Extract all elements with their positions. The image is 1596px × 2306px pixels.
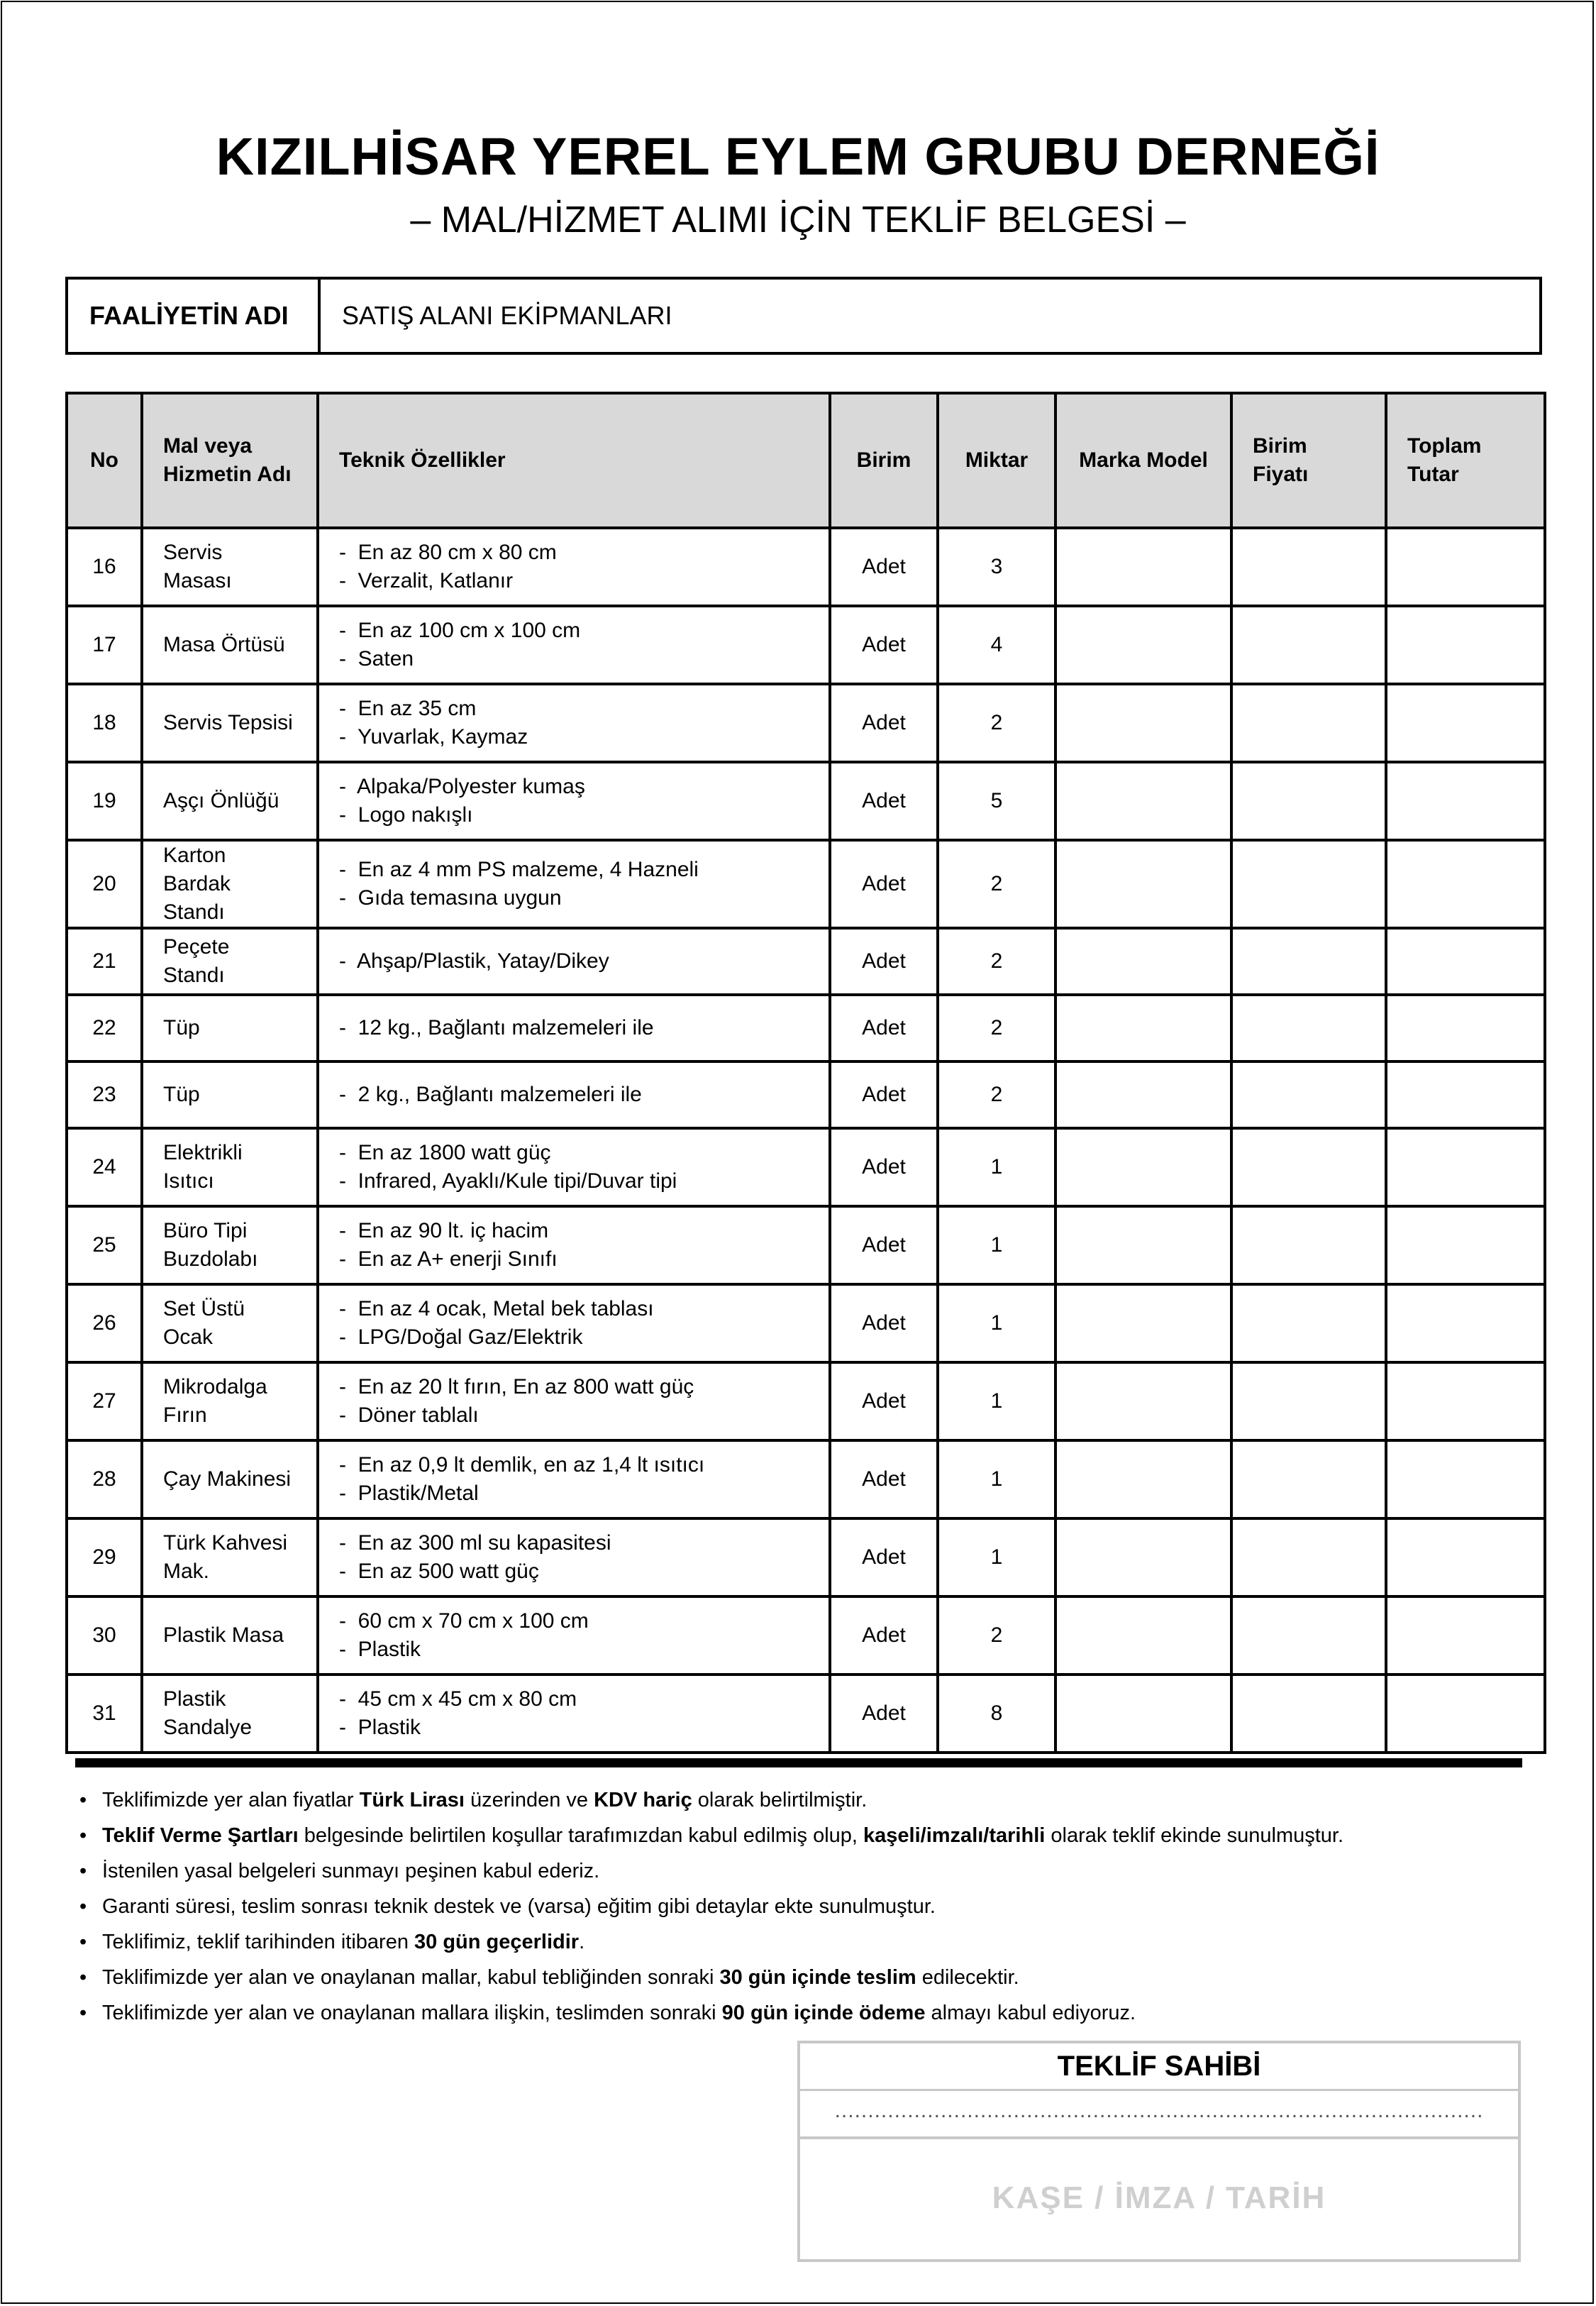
terms-list [79,1782,1541,2031]
terms-text: Teklifimizde yer alan fiyatlar [102,1789,360,1811]
cell-qty: 8 [938,1675,1055,1753]
cell-specs [318,840,830,928]
cell-unit-price[interactable] [1231,684,1386,762]
cell-no: 21 [67,928,142,995]
spec-line: - En az A+ enerji Sınıfı [339,1245,809,1274]
spec-line: - Infrared, Ayaklı/Kule tipi/Duvar tipi [339,1167,809,1196]
item-name-line: Tüp [163,1083,200,1106]
cell-unit: Adet [830,840,938,928]
cell-qty: 5 [938,762,1055,840]
cell-total[interactable] [1386,995,1545,1061]
spec-line: - En az 20 lt fırın, En az 800 watt güç [339,1373,809,1401]
spec-line: - 60 cm x 70 cm x 100 cm [339,1607,809,1635]
header-unit: Birim [830,393,938,528]
table-row [67,995,1545,1061]
item-name-line: Masa Örtüsü [163,633,285,656]
terms-emphasis: kaşeli/imzalı/tarihli [863,1824,1046,1847]
item-name-line: Karton [163,844,226,867]
item-name-line: Türk Kahvesi [163,1531,288,1555]
cell-unit-price[interactable] [1231,528,1386,606]
activity-value: SATIŞ ALANI EKİPMANLARI [342,301,672,330]
item-name-line: Plastik [163,1687,226,1711]
cell-brand-model[interactable] [1055,840,1231,928]
cell-specs [318,1061,830,1128]
table-row [67,928,1545,995]
terms-text: . [579,1931,585,1953]
cell-item-name [142,684,318,762]
cell-specs [318,1596,830,1675]
cell-specs [318,1206,830,1284]
cell-total[interactable] [1386,1518,1545,1596]
cell-unit: Adet [830,606,938,684]
cell-qty: 1 [938,1440,1055,1518]
spec-line: - Döner tablalı [339,1401,809,1430]
terms-emphasis: Teklif Verme Şartları [102,1824,299,1847]
spec-line: - 12 kg., Bağlantı malzemeleri ile [339,1014,809,1042]
cell-total[interactable] [1386,928,1545,995]
cell-unit: Adet [830,528,938,606]
table-row [67,762,1545,840]
cell-item-name [142,1206,318,1284]
cell-unit-price[interactable] [1231,1206,1386,1284]
spec-line: - En az 35 cm [339,695,809,723]
terms-item [79,1818,1541,1853]
table-header-row [67,393,1545,528]
header-total-line1: Toplam [1407,434,1482,458]
spec-line: - Ahşap/Plastik, Yatay/Dikey [339,947,809,976]
cell-item-name [142,1362,318,1440]
cell-brand-model[interactable] [1055,684,1231,762]
spec-line: - Verzalit, Katlanır [339,567,809,595]
cell-unit-price[interactable] [1231,1596,1386,1675]
cell-specs [318,762,830,840]
cell-item-name [142,1596,318,1675]
cell-qty: 2 [938,840,1055,928]
section-divider [75,1758,1522,1767]
cell-total[interactable] [1386,762,1545,840]
item-name-line: Tüp [163,1016,200,1039]
cell-specs [318,606,830,684]
cell-unit: Adet [830,1284,938,1362]
cell-item-name [142,1675,318,1753]
cell-unit: Adet [830,995,938,1061]
header-brand-model: Marka Model [1055,393,1231,528]
cell-unit: Adet [830,1128,938,1206]
cell-item-name [142,762,318,840]
terms-emphasis: 30 gün içinde teslim [719,1966,916,1989]
item-name-line: Çay Makinesi [163,1467,292,1491]
page-subtitle: – MAL/HİZMET ALIMI İÇİN TEKLİF BELGESİ – [410,199,1186,241]
cell-brand-model[interactable] [1055,1440,1231,1518]
table-row [67,1362,1545,1440]
cell-unit-price[interactable] [1231,1675,1386,1753]
cell-total[interactable] [1386,1061,1545,1128]
terms-item [79,1924,1541,1960]
cell-unit: Adet [830,1440,938,1518]
spec-line: - En az 300 ml su kapasitesi [339,1529,809,1557]
table-row [67,684,1545,762]
cell-specs [318,528,830,606]
terms-emphasis: Türk Lirası [359,1789,465,1811]
table-row [67,1128,1545,1206]
cell-no: 25 [67,1206,142,1284]
cell-no: 23 [67,1061,142,1128]
table-row [67,1596,1545,1675]
cell-specs [318,1675,830,1753]
cell-total[interactable] [1386,1675,1545,1753]
spec-line: - En az 1800 watt güç [339,1139,809,1167]
spec-line: - En az 80 cm x 80 cm [339,539,809,567]
table-row [67,1518,1545,1596]
cell-total[interactable] [1386,840,1545,928]
header-unit-price-line2: Fiyatı [1253,463,1309,486]
item-name-line: Isıtıcı [163,1169,214,1193]
signature-name-line[interactable]: .................................................................................................. [800,2091,1518,2139]
cell-no: 30 [67,1596,142,1675]
table-row [67,1675,1545,1753]
terms-text: Teklifimiz, teklif tarihinden itibaren [102,1931,415,1953]
cell-brand-model[interactable] [1055,1128,1231,1206]
cell-no: 27 [67,1362,142,1440]
cell-brand-model[interactable] [1055,928,1231,995]
spec-line: - Plastik [339,1714,809,1742]
cell-item-name [142,1518,318,1596]
terms-text: edilecektir. [916,1966,1019,1989]
header-unit-price [1231,393,1386,528]
cell-unit-price[interactable] [1231,1362,1386,1440]
terms-text: üzerinden ve [464,1789,594,1811]
cell-total[interactable] [1386,1284,1545,1362]
header-item-name [142,393,318,528]
item-name-line: Mikrodalga [163,1375,267,1399]
spec-line: - Yuvarlak, Kaymaz [339,723,809,751]
cell-unit-price[interactable] [1231,1284,1386,1362]
cell-unit: Adet [830,1362,938,1440]
cell-total[interactable] [1386,1440,1545,1518]
spec-line: - Plastik [339,1635,809,1664]
item-name-line: Bardak Standı [163,872,231,924]
cell-qty: 2 [938,684,1055,762]
header-item-name-line2: Hizmetin Adı [163,463,292,486]
spec-line: - En az 0,9 lt demlik, en az 1,4 lt ısıtıcı [339,1451,809,1479]
cell-qty: 2 [938,928,1055,995]
terms-item [79,1889,1541,1924]
terms-item [79,1782,1541,1818]
cell-item-name [142,995,318,1061]
cell-total[interactable] [1386,1128,1545,1206]
cell-qty: 4 [938,606,1055,684]
item-name-line: Aşçı Önlüğü [163,789,279,812]
spec-line: - Plastik/Metal [339,1479,809,1508]
spec-line: - Saten [339,645,809,673]
table-row [67,606,1545,684]
item-name-line: Fırın [163,1403,207,1427]
cell-specs [318,684,830,762]
terms-text: Teklifimizde yer alan ve onaylanan mallara ilişkin, teslimden sonraki [102,2002,722,2024]
spec-line: - LPG/Doğal Gaz/Elektrik [339,1323,809,1352]
cell-unit-price[interactable] [1231,840,1386,928]
spec-line: - En az 500 watt güç [339,1557,809,1586]
cell-no: 20 [67,840,142,928]
cell-total[interactable] [1386,684,1545,762]
spec-line: - 45 cm x 45 cm x 80 cm [339,1685,809,1714]
cell-specs [318,995,830,1061]
cell-brand-model[interactable] [1055,995,1231,1061]
header-unit-price-line1: Birim [1253,434,1307,458]
items-table [65,392,1546,1754]
cell-no: 24 [67,1128,142,1206]
cell-unit: Adet [830,762,938,840]
cell-unit: Adet [830,1675,938,1753]
cell-no: 28 [67,1440,142,1518]
item-name-line: Set Üstü Ocak [163,1297,245,1349]
cell-total[interactable] [1386,1596,1545,1675]
cell-qty: 2 [938,995,1055,1061]
cell-brand-model[interactable] [1055,1061,1231,1128]
header-item-name-line1: Mal veya [163,434,253,458]
header-qty: Miktar [938,393,1055,528]
cell-brand-model[interactable] [1055,1675,1231,1753]
terms-text: belgesinde belirtilen koşullar tarafımızdan kabul edilmiş olup, [298,1824,864,1847]
cell-item-name [142,606,318,684]
terms-item [79,1960,1541,1995]
spec-line: - Alpaka/Polyester kumaş [339,773,809,801]
cell-unit-price[interactable] [1231,606,1386,684]
spec-line: - En az 90 lt. iç hacim [339,1217,809,1245]
cell-unit-price[interactable] [1231,1518,1386,1596]
cell-qty: 2 [938,1596,1055,1675]
cell-unit: Adet [830,1596,938,1675]
cell-no: 29 [67,1518,142,1596]
spec-line: - 2 kg., Bağlantı malzemeleri ile [339,1081,809,1109]
spec-line: - Gıda temasına uygun [339,884,809,912]
cell-qty: 1 [938,1284,1055,1362]
cell-specs [318,1518,830,1596]
terms-text: olarak belirtilmiştir. [692,1789,868,1811]
terms-emphasis: 90 gün içinde ödeme [721,2002,926,2024]
cell-total[interactable] [1386,606,1545,684]
cell-specs [318,1440,830,1518]
cell-brand-model[interactable] [1055,762,1231,840]
page-title: KIZILHİSAR YEREL EYLEM GRUBU DERNEĞİ [216,127,1380,186]
cell-no: 31 [67,1675,142,1753]
cell-brand-model[interactable] [1055,1206,1231,1284]
signature-box [797,2041,1521,2262]
cell-no: 19 [67,762,142,840]
activity-label: FAALİYETİN ADI [68,280,321,352]
cell-item-name [142,928,318,995]
cell-unit: Adet [830,684,938,762]
terms-text: olarak teklif ekinde sunulmuştur. [1045,1824,1344,1847]
terms-text: Teklifimizde yer alan ve onaylanan mallar, kabul tebliğinden sonraki [102,1966,720,1989]
cell-specs [318,928,830,995]
cell-qty: 1 [938,1206,1055,1284]
cell-specs [318,1128,830,1206]
cell-specs [318,1284,830,1362]
cell-qty: 1 [938,1362,1055,1440]
cell-no: 17 [67,606,142,684]
table-row [67,1440,1545,1518]
cell-qty: 1 [938,1518,1055,1596]
cell-unit-price[interactable] [1231,1128,1386,1206]
stamp-sign-date-label: KAŞE / İMZA / TARİH [992,2180,1326,2215]
signature-title: TEKLİF SAHİBİ [800,2043,1518,2091]
cell-unit-price[interactable] [1231,1440,1386,1518]
cell-unit: Adet [830,1518,938,1596]
table-body [67,528,1545,1753]
cell-no: 22 [67,995,142,1061]
cell-item-name [142,840,318,928]
cell-item-name [142,1440,318,1518]
cell-item-name [142,1284,318,1362]
table-row [67,528,1545,606]
item-name-line: Elektrikli [163,1141,243,1164]
item-name-line: Buzdolabı [163,1247,258,1271]
cell-unit: Adet [830,1206,938,1284]
terms-emphasis: 30 gün geçerlidir [414,1931,580,1953]
item-name-line: Peçete Standı [163,935,230,987]
terms-text: İstenilen yasal belgeleri sunmayı peşinen kabul ederiz. [102,1860,600,1882]
header-no: No [67,393,142,528]
header-total [1386,393,1545,528]
cell-brand-model[interactable] [1055,1596,1231,1675]
cell-unit-price[interactable] [1231,995,1386,1061]
item-name-line: Mak. [163,1560,210,1583]
cell-item-name [142,1061,318,1128]
spec-line: - En az 4 mm PS malzeme, 4 Hazneli [339,856,809,884]
cell-item-name [142,528,318,606]
cell-unit-price[interactable] [1231,762,1386,840]
activity-box [65,277,1542,355]
cell-qty: 3 [938,528,1055,606]
cell-item-name [142,1128,318,1206]
cell-qty: 2 [938,1061,1055,1128]
cell-brand-model[interactable] [1055,528,1231,606]
terms-text: almayı kabul ediyoruz. [925,2002,1136,2024]
table-row [67,1206,1545,1284]
cell-qty: 1 [938,1128,1055,1206]
cell-specs [318,1362,830,1440]
item-name-line: Servis Masası [163,541,232,592]
cell-brand-model[interactable] [1055,606,1231,684]
spec-line: - Logo nakışlı [339,801,809,829]
terms-text: Garanti süresi, teslim sonrası teknik destek ve (varsa) eğitim gibi detaylar ekte sunulmuştur. [102,1895,936,1918]
item-name-line: Servis Tepsisi [163,711,293,734]
cell-unit: Adet [830,928,938,995]
terms-item [79,1853,1541,1889]
cell-no: 18 [67,684,142,762]
cell-brand-model[interactable] [1055,1362,1231,1440]
item-name-line: Sandalye [163,1716,253,1739]
table-row [67,840,1545,928]
header-specs: Teknik Özellikler [318,393,830,528]
terms-item [79,1995,1541,2031]
cell-unit: Adet [830,1061,938,1128]
table-row [67,1284,1545,1362]
cell-brand-model[interactable] [1055,1284,1231,1362]
cell-unit-price[interactable] [1231,1061,1386,1128]
cell-total[interactable] [1386,1206,1545,1284]
spec-line: - En az 4 ocak, Metal bek tablası [339,1295,809,1323]
cell-total[interactable] [1386,528,1545,606]
item-name-line: Büro Tipi [163,1219,248,1242]
cell-total[interactable] [1386,1362,1545,1440]
table-row [67,1061,1545,1128]
cell-no: 26 [67,1284,142,1362]
spec-line: - En az 100 cm x 100 cm [339,617,809,645]
header-total-line2: Tutar [1407,463,1459,486]
terms-emphasis: KDV hariç [594,1789,692,1811]
cell-brand-model[interactable] [1055,1518,1231,1596]
cell-unit-price[interactable] [1231,928,1386,995]
item-name-line: Plastik Masa [163,1623,284,1647]
cell-no: 16 [67,528,142,606]
